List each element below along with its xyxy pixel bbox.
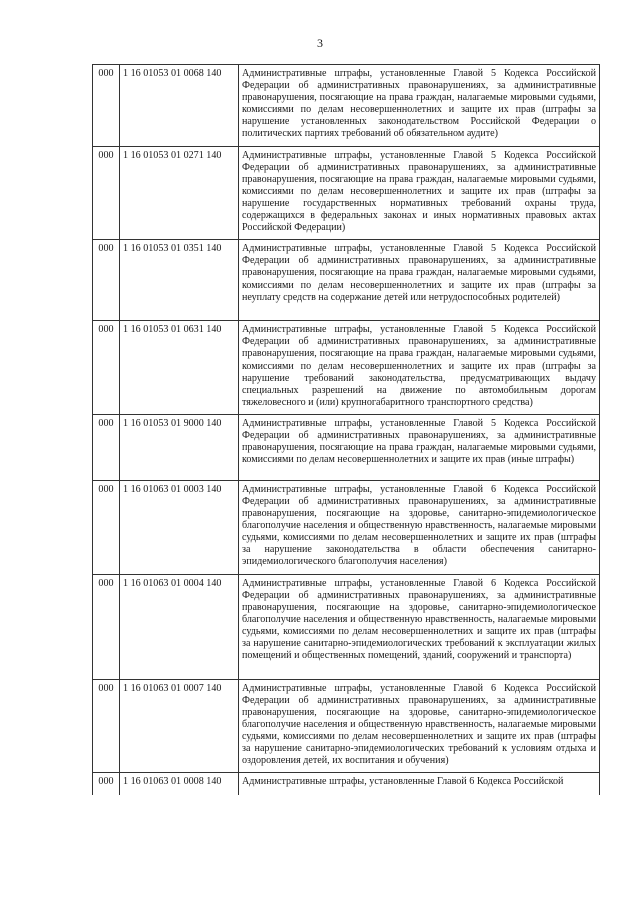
page-number: 3 bbox=[317, 36, 323, 50]
budget-code-cell: 1 16 01053 01 0631 140 bbox=[120, 321, 239, 415]
admin-code-cell: 000 bbox=[93, 679, 120, 773]
description-cell bbox=[239, 240, 600, 321]
admin-code-cell: 000 bbox=[93, 321, 120, 415]
description-text: Административные штрафы, установленные Главой 6 Кодекса Российской Федерации об административных правонарушениях, за административные правонарушения, посягающие на здоровье, санитарно-эпидемиологическое благополучие населения и общественную нравственность, налагаемые мировыми судьями, комиссиями по делам несовершеннолетних и защите их прав (штрафы за нарушение санитарно-эпидемиологических требований к эксплуатации жилых помещений и общественных помещений, зданий, сооружений и транспорта) bbox=[242, 577, 596, 662]
description-cell bbox=[239, 574, 600, 679]
description-cell bbox=[239, 773, 600, 796]
budget-code-cell: 1 16 01063 01 0003 140 bbox=[120, 480, 239, 574]
table-row bbox=[93, 414, 600, 480]
table-row bbox=[93, 321, 600, 415]
table-row bbox=[93, 679, 600, 773]
admin-code-cell: 000 bbox=[93, 574, 120, 679]
admin-code-cell: 000 bbox=[93, 146, 120, 240]
budget-code-cell: 1 16 01053 01 0351 140 bbox=[120, 240, 239, 321]
description-text: Административные штрафы, установленные Главой 5 Кодекса Российской Федерации об административных правонарушениях, за административные правонарушения, посягающие на права граждан, налагаемые мировыми судьями, комиссиями по делам несовершеннолетних и защите их прав (штрафы за нарушение требований законодательства, предусматривающих выдачу специальных разрешений на движение по автомобильным дорогам тяжеловесного и (или) крупногабаритного транспортного средства) bbox=[242, 324, 596, 408]
description-text: Административные штрафы, установленные Главой 6 Кодекса Российской Федерации об административных правонарушениях, за административные правонарушения, посягающие на здоровье, санитарно-эпидемиологическое благополучие населения и общественную нравственность, налагаемые мировыми судьями, комиссиями по делам несовершеннолетних и защите их прав (штрафы за нарушение законодательства в области обеспечения санитарно-эпидемиологического благополучия населения) bbox=[242, 483, 596, 568]
admin-code-cell: 000 bbox=[93, 480, 120, 574]
budget-code-cell: 1 16 01053 01 0068 140 bbox=[120, 65, 239, 147]
description-text: Административные штрафы, установленные Главой 5 Кодекса Российской Федерации об административных правонарушениях, за административные правонарушения, посягающие на права граждан, налагаемые мировыми судьями, комиссиями по делам несовершеннолетних и защите их прав (штрафы за нарушение установленных законодательством Российской Федерации о политических партиях требований об обязательном аудите) bbox=[242, 68, 596, 140]
admin-code-cell: 000 bbox=[93, 773, 120, 796]
table-row bbox=[93, 480, 600, 574]
budget-code-cell: 1 16 01053 01 0271 140 bbox=[120, 146, 239, 240]
table-row bbox=[93, 574, 600, 679]
budget-code-cell: 1 16 01063 01 0007 140 bbox=[120, 679, 239, 773]
budget-code-cell: 1 16 01063 01 0008 140 bbox=[120, 773, 239, 796]
table-row bbox=[93, 240, 600, 321]
description-text: Административные штрафы, установленные Главой 5 Кодекса Российской Федерации об административных правонарушениях, за административные правонарушения, посягающие на права граждан, налагаемые мировыми судьями, комиссиями по делам несовершеннолетних и защите их прав (штрафы за неуплату средств на содержание детей или нетрудоспособных родителей) bbox=[242, 243, 596, 303]
description-cell bbox=[239, 65, 600, 147]
admin-code-cell: 000 bbox=[93, 240, 120, 321]
admin-code-cell: 000 bbox=[93, 65, 120, 147]
description-text: Административные штрафы, установленные Главой 5 Кодекса Российской Федерации об административных правонарушениях, за административные правонарушения, посягающие на права граждан, налагаемые мировыми судьями, комиссиями по делам несовершеннолетних и защите их прав (штрафы за нарушение государственных нормативных требований охраны труда, содержащихся в федеральных законах и иных нормативных правовых актах Российской Федерации) bbox=[242, 149, 596, 234]
table-row bbox=[93, 65, 600, 147]
description-cell bbox=[239, 146, 600, 240]
description-text: Административные штрафы, установленные Главой 6 Кодекса Российской bbox=[242, 776, 564, 788]
table-row bbox=[93, 146, 600, 240]
budget-code-cell: 1 16 01063 01 0004 140 bbox=[120, 574, 239, 679]
description-text: Административные штрафы, установленные Главой 6 Кодекса Российской Федерации об административных правонарушениях, за административные правонарушения, посягающие на здоровье, санитарно-эпидемиологическое благополучие населения и общественную нравственность, налагаемые мировыми судьями, комиссиями по делам несовершеннолетних и защите их прав (штрафы за нарушение санитарно-эпидемиологических требований к условиям отдыха и оздоровления детей, их воспитания и обучения) bbox=[242, 682, 596, 767]
budget-codes-table bbox=[92, 64, 600, 795]
table-row bbox=[93, 773, 600, 796]
description-text: Административные штрафы, установленные Главой 5 Кодекса Российской Федерации об административных правонарушениях, за административные правонарушения, посягающие на права граждан, налагаемые мировыми судьями, комиссиями по делам несовершеннолетних и защите их прав (иные штрафы) bbox=[242, 417, 596, 466]
description-cell bbox=[239, 321, 600, 415]
description-cell bbox=[239, 679, 600, 773]
budget-code-cell: 1 16 01053 01 9000 140 bbox=[120, 414, 239, 480]
description-cell bbox=[239, 414, 600, 480]
admin-code-cell: 000 bbox=[93, 414, 120, 480]
description-cell bbox=[239, 480, 600, 574]
